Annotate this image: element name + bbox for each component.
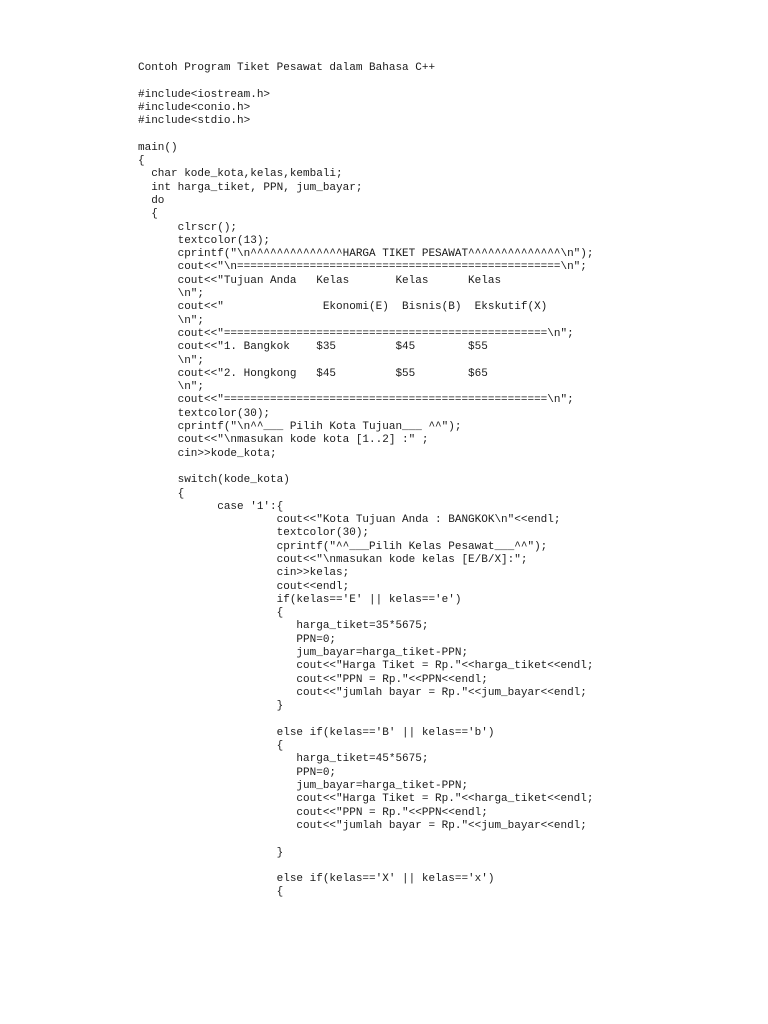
code-line: harga_tiket=35*5675;	[138, 620, 429, 633]
code-line: {	[138, 740, 284, 753]
code-line: textcolor(30);	[138, 407, 271, 420]
code-line: }	[138, 846, 284, 859]
code-line: cprintf("^^___Pilih Kelas Pesawat___^^");	[138, 540, 548, 553]
code-line: #include<iostream.h>	[138, 88, 271, 101]
code-line: cout<<"\n=================================================\n";	[138, 261, 587, 274]
code-line: }	[138, 700, 284, 713]
code-line	[138, 860, 593, 873]
code-line: cprintf("\n^^^^^^^^^^^^^^HARGA TIKET PESAWAT^^^^^^^^^^^^^^\n");	[138, 248, 594, 261]
code-line	[138, 461, 593, 474]
code-line: cout<<"1. Bangkok $35 $45 $55	[138, 341, 488, 354]
code-line: textcolor(30);	[138, 527, 370, 540]
code-line: \n";	[138, 381, 205, 394]
code-line: cout<<" Ekonomi(E) Bisnis(B) Ekskutif(X)	[138, 301, 548, 314]
code-line: cout<<"PPN = Rp."<<PPN<<endl;	[138, 673, 488, 686]
code-line: cout<<"jumlah bayar = Rp."<<jum_bayar<<endl;	[138, 686, 587, 699]
code-line: main()	[138, 141, 178, 154]
code-line: else if(kelas=='X' || kelas=='x')	[138, 873, 495, 886]
code-line: cout<<"=================================================\n";	[138, 394, 574, 407]
code-line: char kode_kota,kelas,kembali;	[138, 168, 343, 181]
code-line: cout<<"Harga Tiket = Rp."<<harga_tiket<<endl;	[138, 793, 594, 806]
code-line	[138, 128, 593, 141]
code-line: jum_bayar=harga_tiket-PPN;	[138, 647, 469, 660]
code-line: PPN=0;	[138, 766, 337, 779]
code-line: textcolor(13);	[138, 234, 271, 247]
code-line: if(kelas=='E' || kelas=='e')	[138, 593, 462, 606]
code-line	[138, 75, 593, 88]
code-line: cout<<"=================================================\n";	[138, 327, 574, 340]
code-line: cout<<"PPN = Rp."<<PPN<<endl;	[138, 806, 488, 819]
code-line: {	[138, 886, 284, 899]
code-line: \n";	[138, 288, 205, 301]
code-line: cprintf("\n^^___ Pilih Kota Tujuan___ ^^");	[138, 421, 462, 434]
code-line: #include<stdio.h>	[138, 115, 251, 128]
code-line: {	[138, 487, 185, 500]
code-line: clrscr();	[138, 221, 238, 234]
code-line: cout<<"2. Hongkong $45 $55 $65	[138, 367, 488, 380]
code-line: cout<<"jumlah bayar = Rp."<<jum_bayar<<endl;	[138, 819, 587, 832]
code-line: #include<conio.h>	[138, 101, 251, 114]
code-line: do	[138, 194, 165, 207]
code-line: case '1':{	[138, 500, 284, 513]
code-line: cout<<"\nmasukan kode kelas [E/B/X]:";	[138, 553, 528, 566]
code-line: cin>>kode_kota;	[138, 447, 277, 460]
code-line: int harga_tiket, PPN, jum_bayar;	[138, 181, 363, 194]
code-line: cout<<"Tujuan Anda Kelas Kelas Kelas	[138, 274, 502, 287]
code-line: cout<<"Harga Tiket = Rp."<<harga_tiket<<endl;	[138, 660, 594, 673]
code-listing	[138, 62, 593, 900]
code-line: jum_bayar=harga_tiket-PPN;	[138, 780, 469, 793]
code-line: switch(kode_kota)	[138, 474, 290, 487]
code-line: {	[138, 155, 145, 168]
code-line	[138, 714, 593, 727]
code-line: else if(kelas=='B' || kelas=='b')	[138, 726, 495, 739]
code-line: \n";	[138, 354, 205, 367]
code-line: {	[138, 208, 158, 221]
code-line: cout<<"\nmasukan kode kota [1..2] :" ;	[138, 434, 429, 447]
code-line: PPN=0;	[138, 633, 337, 646]
code-line: {	[138, 607, 284, 620]
code-line: cout<<endl;	[138, 580, 350, 593]
code-line: \n";	[138, 314, 205, 327]
document-title: Contoh Program Tiket Pesawat dalam Bahasa C++	[138, 62, 436, 74]
code-line	[138, 833, 593, 846]
code-line: cout<<"Kota Tujuan Anda : BANGKOK\n"<<endl;	[138, 514, 561, 527]
code-line: harga_tiket=45*5675;	[138, 753, 429, 766]
code-line: cin>>kelas;	[138, 567, 350, 580]
